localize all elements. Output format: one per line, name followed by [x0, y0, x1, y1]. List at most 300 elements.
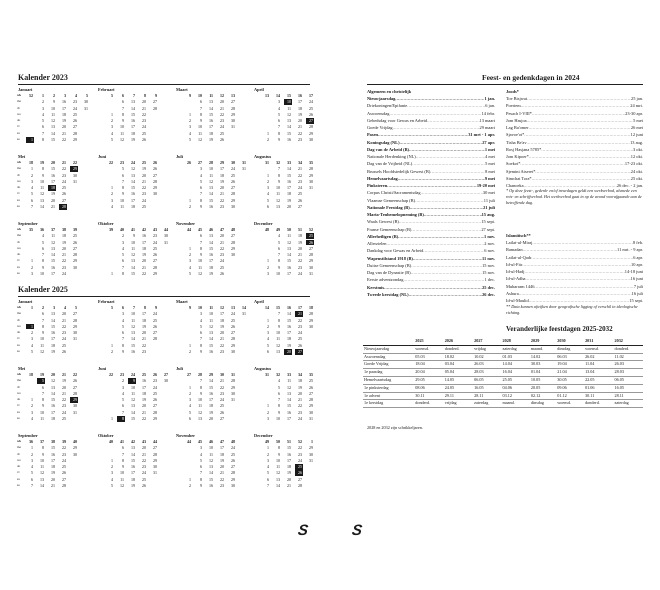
week-number: 47 — [220, 227, 224, 232]
holiday-name-cell: 1e paasdag — [363, 369, 414, 377]
day-cell: 13 — [209, 99, 213, 105]
day-cell: 29 — [309, 317, 313, 323]
day-cell: 19 — [209, 271, 213, 277]
day-cell: 14 — [287, 311, 291, 317]
holiday-date — [482, 269, 495, 276]
holiday-date — [482, 291, 495, 298]
holiday-row — [506, 124, 643, 131]
holiday-row — [506, 160, 643, 167]
brand-logo: S — [350, 522, 364, 539]
weekday-row — [176, 416, 250, 422]
day-cell: 15 — [131, 416, 135, 422]
day-cell: 30 — [309, 178, 313, 184]
day-cell: 20 — [51, 476, 55, 482]
week-number: 1 — [311, 439, 313, 444]
day-cell — [26, 112, 34, 118]
day-cell — [239, 265, 247, 271]
holiday-date — [485, 168, 495, 175]
day-cell: 20 — [51, 197, 55, 203]
day-cell: 30 — [73, 172, 77, 178]
holiday-name: Toe Bisjwat — [506, 96, 528, 101]
holiday-month: dec. — [487, 277, 495, 283]
day-cell: 11 — [287, 233, 291, 239]
day-cell: 9 — [278, 137, 280, 143]
month-calendar_2023-2 — [176, 87, 250, 143]
week-number: 19 — [40, 372, 44, 377]
holiday-date — [485, 102, 495, 109]
weekday-row — [254, 349, 328, 355]
date-cell: 14.05 — [444, 376, 473, 384]
day-cell: 20 — [62, 311, 66, 317]
week-number: 35 — [309, 160, 313, 165]
day-cell: 18 — [51, 416, 55, 422]
date-cell: 14.02 — [530, 353, 556, 361]
day-cell: 20 — [220, 464, 224, 470]
day-cell — [239, 137, 247, 143]
day-cell — [106, 233, 114, 239]
day-cell: 2 — [122, 233, 124, 239]
holiday-date — [484, 247, 495, 254]
date-cell: donderd. — [584, 400, 613, 408]
date-cell: 16.05 — [614, 384, 644, 392]
holiday-name: Lailat-ul-Miraj — [506, 240, 533, 245]
month-calendar_2025-4 — [18, 366, 92, 422]
month-name: Oktober — [98, 221, 114, 226]
day-cell — [150, 137, 158, 143]
holiday-name: Id-ul-Maulid — [506, 298, 529, 303]
week-number: 50 — [276, 439, 280, 444]
day-cell: 14 — [287, 252, 291, 258]
day-cell: 26 — [62, 191, 66, 197]
day-cell: 20 — [142, 258, 146, 264]
weekday-label: zo — [17, 204, 21, 209]
day-cell: 2 — [267, 409, 269, 415]
month-name: Juni — [98, 154, 107, 159]
day-cell: 9 — [128, 378, 136, 384]
day-cell: 28 — [153, 178, 157, 184]
holiday-row — [506, 268, 643, 275]
day-cell: 3 — [267, 457, 269, 463]
holiday-row — [367, 153, 495, 160]
holiday-month: okt. — [636, 154, 643, 159]
date-cell: 10.05 — [530, 376, 556, 384]
day-cell: 11 — [120, 204, 124, 210]
year-header: 2030 — [556, 338, 584, 345]
day-cell — [26, 99, 34, 105]
day-cell — [228, 258, 236, 264]
day-cell — [228, 403, 236, 409]
day-cell — [239, 252, 247, 258]
date-cell: 06.03 — [556, 353, 584, 361]
day-cell — [161, 265, 169, 271]
holiday-month: mrt. — [635, 103, 643, 109]
month-calendar_2025-0 — [18, 299, 92, 355]
day-cell: 16 — [131, 349, 135, 355]
day-cell: 1 — [267, 172, 269, 178]
day-cell — [106, 99, 114, 105]
month-calendar_2023-5 — [98, 154, 172, 210]
islamic-note: ** Data kunnen afwijken door geografische ligging of verschil in ideologische richting. — [506, 304, 638, 315]
week-number: 26 — [153, 372, 157, 377]
week-number: 26 — [153, 160, 157, 165]
day-cell: 25 — [62, 416, 66, 422]
holiday-row — [367, 146, 495, 153]
week-number: 14 — [276, 93, 280, 98]
holiday-row — [506, 95, 643, 102]
week-number: 3 — [64, 93, 66, 98]
day-cell: 6 — [189, 416, 191, 422]
day-cell — [239, 349, 247, 355]
month-name: Januari — [18, 299, 33, 304]
day-cell: 7 — [200, 191, 202, 197]
day-cell — [262, 118, 270, 124]
day-cell: 12 — [198, 409, 202, 415]
day-cell: 6 — [200, 233, 202, 239]
day-cell — [239, 246, 247, 252]
week-number: 15 — [287, 93, 291, 98]
day-cell: 9 — [200, 252, 202, 258]
day-cell: 28 — [309, 397, 313, 403]
day-cell: 6 — [267, 204, 269, 210]
holiday-month: apr. — [636, 247, 643, 253]
holiday-name-cell: 1e advent — [363, 392, 414, 400]
week-number: 36 — [40, 227, 44, 232]
week-number: 44 — [153, 439, 157, 444]
day-cell: 17 — [131, 197, 135, 203]
day-cell: 24 — [62, 178, 66, 184]
day-cell: 19 — [131, 137, 135, 143]
day-cell: 13 — [131, 258, 135, 264]
day-cell: 15 — [287, 258, 291, 264]
holiday-day: 8 — [485, 168, 488, 174]
week-number — [161, 160, 169, 166]
month-calendar_2025-11 — [254, 433, 328, 489]
day-cell: 6 — [31, 476, 33, 482]
week-number: 32 — [276, 372, 280, 377]
day-cell — [184, 106, 192, 112]
month-name: Juni — [98, 366, 107, 371]
day-cell: 28 — [298, 483, 302, 489]
dot-leader — [411, 262, 482, 269]
week-number — [239, 93, 247, 99]
dot-leader — [430, 168, 488, 175]
day-cell: 27 — [73, 311, 77, 317]
table-header-row — [363, 338, 643, 345]
day-cell: 8 — [42, 166, 44, 172]
day-cell: 11 — [198, 403, 202, 409]
day-cell: 1 — [31, 258, 33, 264]
week-number: 31 — [242, 160, 246, 165]
holiday-name: Vlaamse Gemeenschap (B) — [367, 197, 416, 203]
day-cell: 3 — [122, 384, 124, 390]
date-cell: 11.02 — [614, 353, 644, 361]
holiday-name: Goede Vrijdag — [367, 125, 393, 130]
holiday-row — [506, 261, 643, 268]
week-number: 7 — [133, 305, 135, 310]
day-cell — [262, 124, 270, 130]
holiday-date — [485, 146, 495, 153]
week-number — [161, 93, 169, 99]
day-cell: 5 — [267, 342, 269, 348]
holiday-name: Pesach I-VIII* — [506, 110, 532, 116]
day-cell: 30 — [231, 349, 235, 355]
day-cell — [81, 271, 89, 277]
day-cell: 24 — [142, 197, 146, 203]
day-cell: 24 — [220, 397, 224, 403]
day-cell: 4 — [111, 476, 113, 482]
week-number: 24 — [131, 160, 135, 165]
dot-leader — [384, 284, 482, 291]
day-cell: 14 — [131, 409, 135, 415]
day-cell: 8 — [278, 403, 280, 409]
dot-leader — [399, 218, 481, 225]
week-number: 15 — [276, 305, 280, 310]
day-cell — [262, 311, 270, 317]
day-cell: 7 — [42, 252, 44, 258]
day-cell: 20 — [142, 172, 146, 178]
day-cell: 19 — [209, 137, 213, 143]
day-cell: 31 — [73, 178, 77, 184]
holiday-month: mei — [488, 154, 495, 159]
week-number: 39 — [73, 227, 77, 232]
day-cell: 7 — [200, 105, 202, 111]
day-cell: 16 — [287, 264, 291, 270]
day-cell — [81, 252, 89, 258]
day-cell: 23 — [153, 233, 157, 239]
date-cell: 04.06 — [502, 384, 530, 392]
weekday-label: wo — [17, 323, 21, 328]
day-cell: 24 — [153, 311, 157, 317]
date-cell: woensd. — [556, 400, 584, 408]
day-cell: 22 — [220, 384, 224, 390]
day-cell: 31 — [309, 457, 313, 463]
day-cell — [150, 349, 158, 355]
day-cell: 20 — [298, 118, 302, 124]
week-number: 34 — [298, 160, 302, 165]
weekday-row — [18, 271, 92, 277]
day-cell: 13 — [131, 445, 135, 451]
date-cell: 20.05 — [530, 384, 556, 392]
weekday-row — [18, 349, 92, 355]
day-cell: 21 — [287, 483, 291, 489]
day-cell: 2 — [122, 378, 124, 384]
day-cell — [317, 240, 325, 246]
week-number: 14 — [265, 305, 269, 310]
day-cell: 9 — [278, 264, 280, 270]
day-cell: 4 — [31, 342, 33, 348]
day-cell — [106, 265, 114, 271]
day-cell: 18 — [142, 390, 146, 396]
day-cell: 17 — [220, 445, 224, 451]
day-cell: 9 — [122, 118, 124, 124]
day-cell: 7 — [122, 105, 124, 111]
day-cell: 30 — [309, 323, 313, 329]
day-cell — [317, 166, 325, 172]
day-cell: 2 — [267, 451, 269, 457]
holiday-date — [485, 153, 495, 160]
month-calendar_2025-3 — [254, 299, 328, 355]
day-cell: 17 — [209, 258, 213, 264]
day-cell — [106, 240, 114, 246]
day-cell: 8 — [122, 111, 124, 117]
week-number: 9 — [189, 93, 191, 98]
week-number: 21 — [62, 160, 66, 165]
day-cell: 25 — [298, 336, 302, 342]
day-cell: 23 — [62, 264, 66, 270]
day-cell: 6 — [267, 476, 269, 482]
day-cell: 24 — [309, 99, 313, 105]
day-cell: 15 — [287, 317, 291, 323]
day-cell: 10 — [131, 311, 135, 317]
day-cell: 27 — [231, 464, 235, 470]
day-cell: 17 — [131, 124, 135, 130]
day-cell: 21 — [62, 390, 66, 396]
date-cell: donderd. — [444, 345, 473, 353]
day-cell: 15 — [209, 342, 213, 348]
day-cell — [184, 311, 192, 317]
jewish-note: * Op deze feest-, gedenk- en/of treurdagen geldt een werkverbod, alsmede een reis- en schrijfverbod. Het werkverbod gaat in op de avond voorafgaande aan de betreffende dag. — [506, 188, 642, 205]
day-cell: 23 — [62, 330, 66, 336]
date-cell: 26.03 — [473, 361, 501, 369]
day-cell: 18 — [209, 403, 213, 409]
day-cell — [81, 265, 89, 271]
dot-leader — [529, 124, 631, 131]
dot-leader — [411, 226, 481, 233]
weekday-label: wo — [17, 178, 21, 183]
day-cell: 25 — [153, 390, 157, 396]
day-cell: 30 — [309, 264, 313, 270]
day-cell: 13 — [51, 245, 55, 251]
day-cell — [106, 173, 114, 179]
day-cell: 1 — [26, 137, 34, 143]
weekday-label: ma — [17, 166, 21, 171]
day-cell: 15 — [209, 245, 213, 251]
holiday-date — [484, 233, 495, 240]
day-cell: 25 — [153, 245, 157, 251]
day-cell: 8 — [42, 137, 44, 143]
day-cell: 31 — [309, 185, 313, 191]
day-cell: 18 — [142, 245, 146, 251]
week-number: 14 — [242, 305, 246, 310]
day-cell — [106, 106, 114, 112]
week-number: 42 — [142, 227, 146, 232]
day-cell: 21 — [62, 317, 66, 323]
day-cell: 2 — [267, 178, 269, 184]
holiday-date — [631, 131, 643, 138]
day-cell: 8 — [122, 185, 124, 191]
holiday-month: juli — [489, 197, 495, 203]
day-cell: 8 — [278, 317, 280, 323]
day-cell: 31 — [73, 409, 77, 415]
day-cell: 27 — [306, 118, 314, 124]
day-cell — [150, 204, 158, 210]
day-cell: 20 — [287, 204, 291, 210]
week-number: 51 — [287, 439, 291, 444]
day-cell: 31 — [242, 311, 246, 317]
year-header: 2025 — [414, 338, 443, 345]
day-cell: 16 — [209, 252, 213, 258]
day-cell: 26 — [153, 323, 157, 329]
month-calendar_2025-2 — [176, 299, 250, 355]
holiday-day: 13 — [630, 139, 635, 145]
brand-logo: S — [296, 522, 310, 539]
day-cell: 7 — [200, 378, 202, 384]
dot-leader — [423, 247, 487, 254]
day-cell: 12 — [51, 378, 55, 384]
month-name: Mei — [18, 154, 26, 159]
week-number: 43 — [153, 227, 157, 232]
month-calendar_2023-7 — [254, 154, 328, 210]
day-cell: 23 — [220, 483, 224, 489]
holiday-day: 26 dec. - 2 — [616, 183, 636, 188]
holiday-month: jan. — [488, 103, 495, 109]
day-cell: 11 — [51, 111, 55, 117]
day-cell: 22 — [220, 476, 224, 482]
day-cell — [184, 330, 192, 336]
day-cell — [262, 397, 270, 403]
day-cell: 29 — [70, 397, 78, 403]
day-cell: 26 — [73, 239, 77, 245]
week-number: 30 — [231, 160, 235, 165]
day-cell — [106, 391, 114, 397]
holiday-row — [367, 139, 495, 146]
day-cell: 28 — [153, 264, 157, 270]
date-cell: 09.06 — [556, 384, 584, 392]
day-cell — [70, 185, 78, 191]
day-cell — [161, 131, 169, 137]
day-cell: 13 — [131, 330, 135, 336]
day-cell: 22 — [62, 445, 66, 451]
date-cell: 03.04 — [444, 361, 473, 369]
day-cell: 5 — [111, 137, 113, 143]
week-number: 9 — [155, 305, 157, 310]
holiday-name: Dankdag voor Gewas en Arbeid — [367, 248, 424, 254]
day-cell: 15 — [209, 111, 213, 117]
day-cell: 30 — [73, 403, 77, 409]
day-cell: 4 — [31, 185, 33, 191]
day-cell: 8 — [278, 445, 280, 451]
dot-leader — [398, 175, 488, 182]
weekday-row — [98, 483, 172, 489]
week-number: 8 — [144, 305, 146, 310]
day-cell: 23 — [153, 378, 157, 384]
date-cell: 28.11 — [473, 392, 501, 400]
day-cell: 24 — [73, 105, 77, 111]
day-cell: 10 — [40, 336, 44, 342]
day-cell: 9 — [278, 451, 280, 457]
weekday-label: do — [17, 185, 21, 190]
day-cell: 16 — [142, 233, 146, 239]
holiday-name: Sjemini Atseret* — [506, 168, 536, 174]
day-cell: 3 — [200, 311, 202, 317]
day-cell: 19 — [142, 397, 146, 403]
day-cell: 22 — [62, 323, 66, 329]
holiday-date — [625, 160, 643, 167]
day-cell: 1 — [31, 397, 33, 403]
day-cell: 14 — [51, 130, 55, 136]
day-cell — [184, 464, 192, 470]
day-cell: 17 — [287, 185, 291, 191]
day-cell: 30 — [153, 191, 157, 197]
day-cell: 19 — [131, 483, 135, 489]
holiday-month: juli — [637, 290, 643, 296]
holiday-name: Poeriem — [506, 103, 521, 109]
weekday-label: zo — [17, 137, 21, 142]
weekday-label: vr — [17, 124, 20, 129]
day-cell: 27 — [309, 390, 313, 396]
holiday-name: Dag van de Vrijheid (NL) — [367, 161, 413, 167]
day-cell: 26 — [231, 323, 235, 329]
